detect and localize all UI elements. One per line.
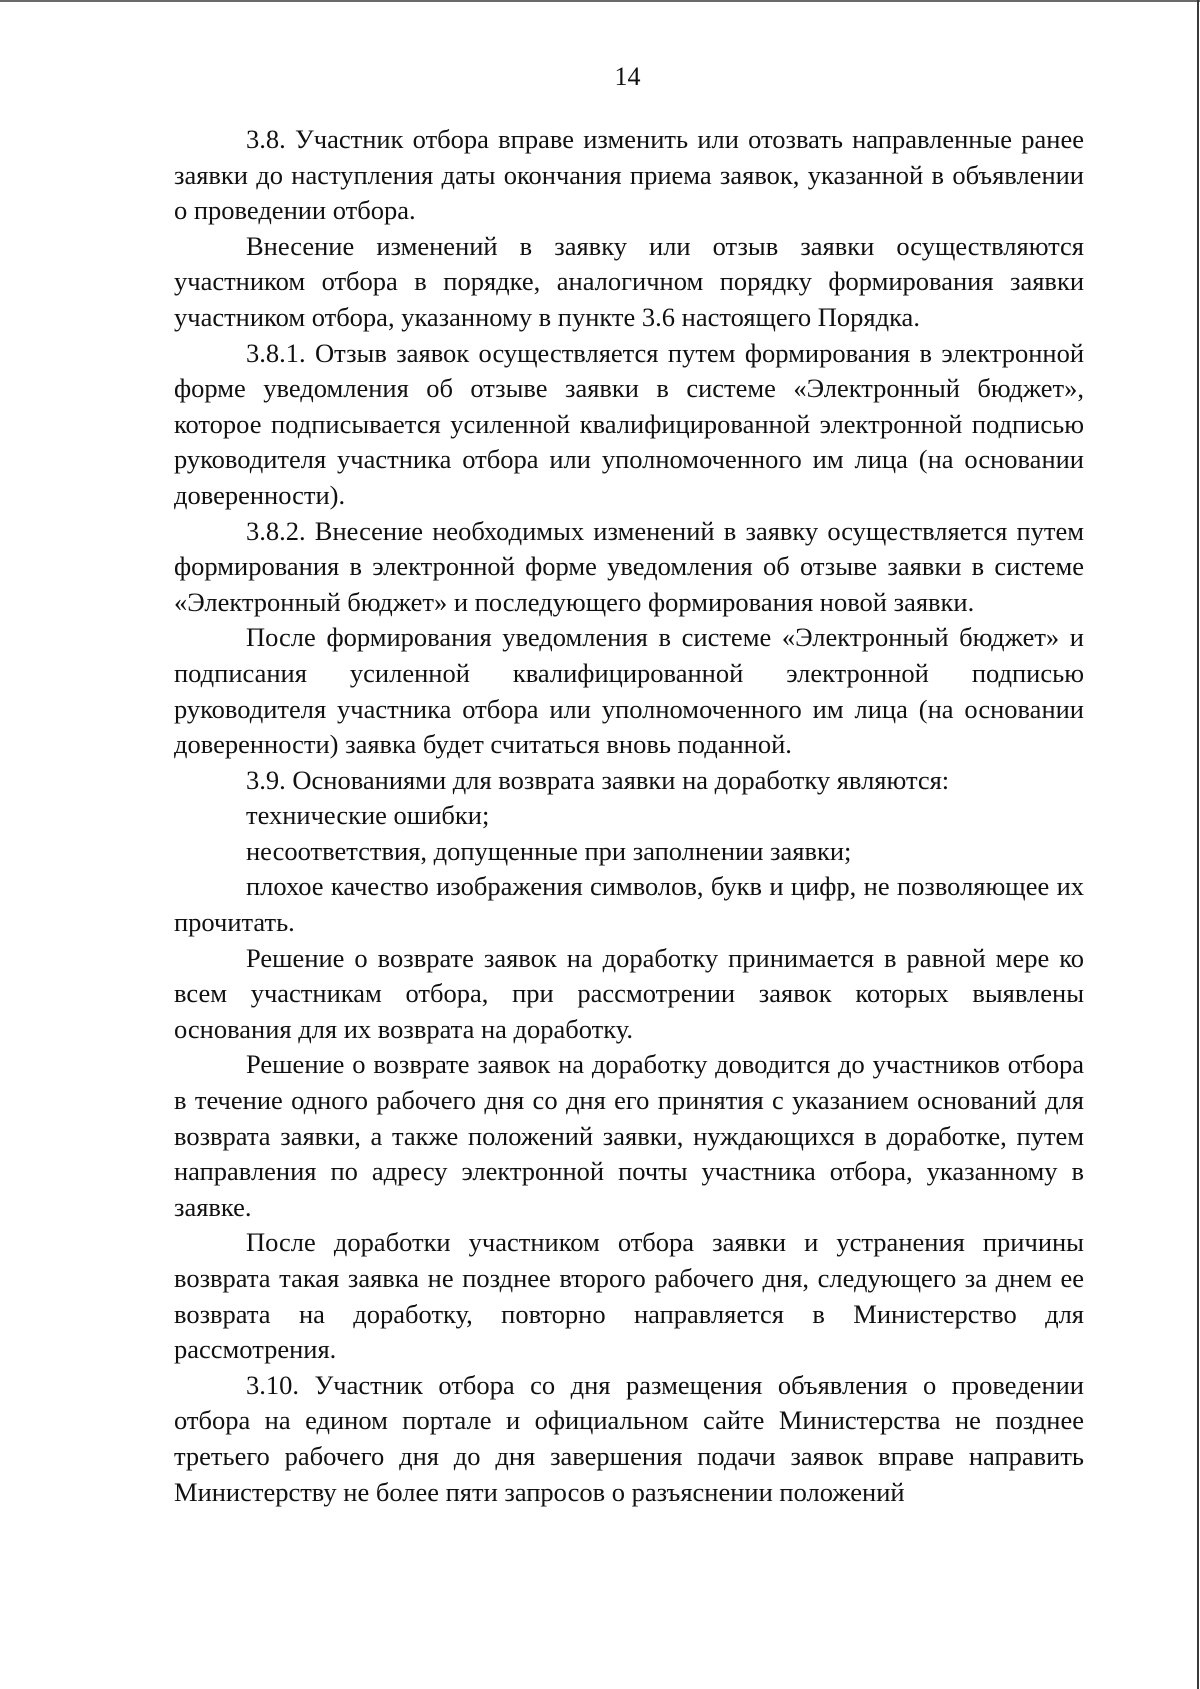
paragraph-return-decision-notice: Решение о возврате заявок на доработку доводится до участников отбора в течение одного рабочего дня со дня его принятия с указанием оснований для возврата заявки, а также положений заявки, нуждающихся в доработке, путем направления по адресу электронной почты участника отбора, указанному в заявке. [174, 1049, 1084, 1222]
paragraph-3-8: 3.8. Участник отбора вправе изменить или отозвать направленные ранее заявки до наступления даты окончания приема заявок, указанной в объявлении о проведении отбора. [174, 124, 1084, 226]
paragraph-after-notification: После формирования уведомления в системе «Электронный бюджет» и подписания усиленной квалифицированной электронной подписью руководителя участника отбора или уполномоченного им лица (на основании доверенности) заявка будет считаться вновь поданной. [174, 622, 1084, 760]
scan-border-top [0, 0, 1200, 2]
paragraph-3-9: 3.9. Основаниями для возврата заявки на доработку являются: [246, 764, 950, 795]
page-number: 14 [614, 62, 641, 91]
paragraph-3-10: 3.10. Участник отбора со дня размещения объявления о проведении отбора на едином портале и официальном сайте Министерства не позднее третьего рабочего дня до дня завершения подачи заявок вправе направить Министерству не более пяти запросов о разъяснении положений [174, 1369, 1084, 1507]
list-item-inconsistencies: несоответствия, допущенные при заполнении заявки; [246, 835, 852, 866]
paragraph-return-decision-equal: Решение о возврате заявок на доработку принимается в равной мере ко всем участникам отбора, при рассмотрении заявок которых выявлены основания для их возврата на доработку. [174, 942, 1084, 1044]
list-item-poor-quality: плохое качество изображения символов, букв и цифр, не позволяющее их прочитать. [174, 871, 1084, 938]
paragraph-changes-or-withdrawal: Внесение изменений в заявку или отзыв заявки осуществляются участником отбора в порядке, аналогичном порядку формирования заявки участником отбора, указанному в пункте 3.6 настоящего Порядка. [174, 230, 1084, 332]
document-body [174, 122, 1084, 1510]
paragraph-after-rework: После доработки участником отбора заявки и устранения причины возврата такая заявка не позднее второго рабочего дня, следующего за днем ее возврата на доработку, повторно направляется в Министерство для рассмотрения. [174, 1227, 1084, 1365]
scan-border-right [1197, 0, 1199, 1689]
paragraph-3-8-2: 3.8.2. Внесение необходимых изменений в заявку осуществляется путем формирования в электронной форме уведомления об отзыве заявки в системе «Электронный бюджет» и последующего формирования новой заявки. [174, 515, 1084, 617]
list-item-technical-errors: технические ошибки; [246, 800, 490, 831]
paragraph-3-8-1: 3.8.1. Отзыв заявок осуществляется путем формирования в электронной форме уведомления об отзыве заявки в системе «Электронный бюджет», которое подписывается усиленной квалифицированной электронной подписью руководителя участника отбора или уполномоченного им лица (на основании доверенности). [174, 337, 1084, 510]
